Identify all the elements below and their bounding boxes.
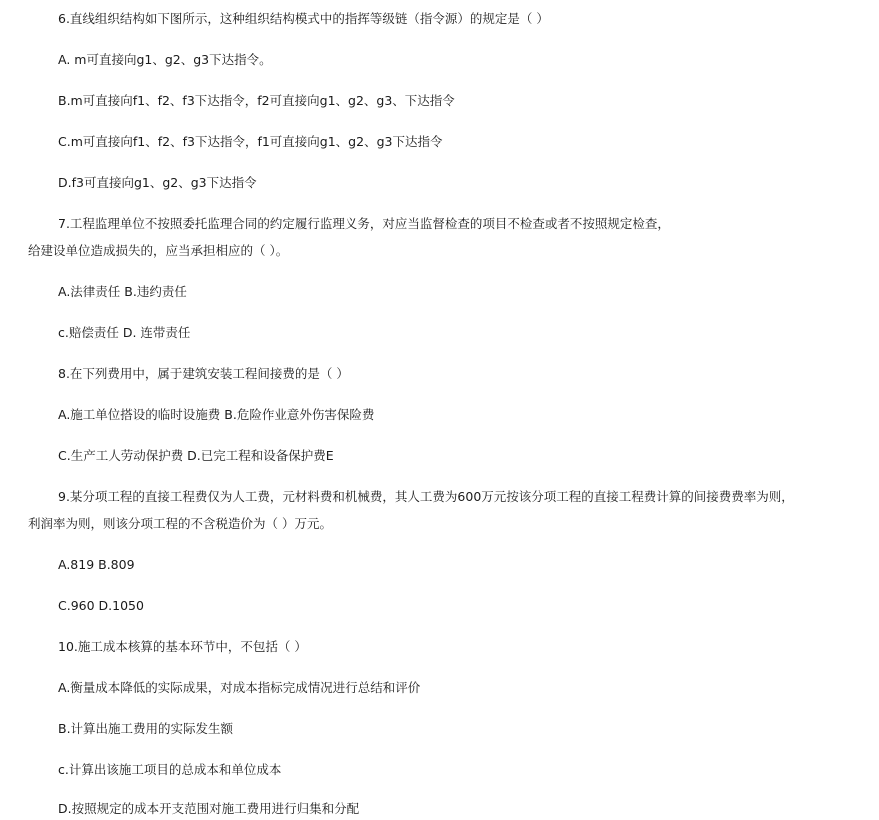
question-8-option-cd: C.生产工人劳动保护费 D.已完工程和设备保护费E: [58, 448, 334, 463]
question-10-stem: 10.施工成本核算的基本环节中，不包括（ ）: [58, 639, 307, 654]
question-6-option-a: A. m可直接向g1、g2、g3下达指令。: [58, 52, 272, 67]
question-6-option-b: B.m可直接向f1、f2、f3下达指令，f2可直接向g1、g2、g3、下达指令: [58, 93, 455, 108]
question-7-option-cd: c.赔偿责任 D. 连带责任: [58, 325, 191, 340]
question-6-option-c: C.m可直接向f1、f2、f3下达指令，f1可直接向g1、g2、g3下达指令: [58, 134, 443, 149]
question-8-stem: 8.在下列费用中，属于建筑安装工程间接费的是（ ）: [58, 366, 349, 381]
question-7-option-ab: A.法律责任 B.违约责任: [58, 284, 187, 299]
question-8-option-ab: A.施工单位搭设的临时设施费 B.危险作业意外伤害保险费: [58, 407, 375, 422]
question-10-option-d: D.按照规定的成本开支范围对施工费用进行归集和分配: [58, 801, 360, 816]
question-6-option-d: D.f3可直接向g1、g2、g3下达指令: [58, 175, 257, 190]
question-10-option-b: B.计算出施工费用的实际发生额: [58, 721, 234, 736]
question-9-stem-line2: 利润率为则，则该分项工程的不含税造价为（ ）万元。: [28, 516, 332, 531]
question-9-option-ab: A.819 B.809: [58, 557, 135, 572]
question-7-stem-line2: 给建设单位造成损失的，应当承担相应的（ ）。: [28, 243, 289, 258]
question-7-stem-line1: 7.工程监理单位不按照委托监理合同的约定履行监理义务，对应当监督检查的项目不检查或者不按照规定检查，: [58, 216, 670, 231]
question-10-option-a: A.衡量成本降低的实际成果，对成本指标完成情况进行总结和评价: [58, 680, 421, 695]
question-10-option-c: c.计算出该施工项目的总成本和单位成本: [58, 762, 282, 777]
question-6-stem: 6.直线组织结构如下图所示，这种组织结构模式中的指挥等级链（指令源）的规定是（ ）: [58, 11, 549, 26]
question-9-option-cd: C.960 D.1050: [58, 598, 144, 613]
question-9-stem-line1: 9.某分项工程的直接工程费仅为人工费，元材料费和机械费，其人工费为600万元按该分项工程的直接工程费计算的间接费费率为则，: [58, 489, 794, 504]
